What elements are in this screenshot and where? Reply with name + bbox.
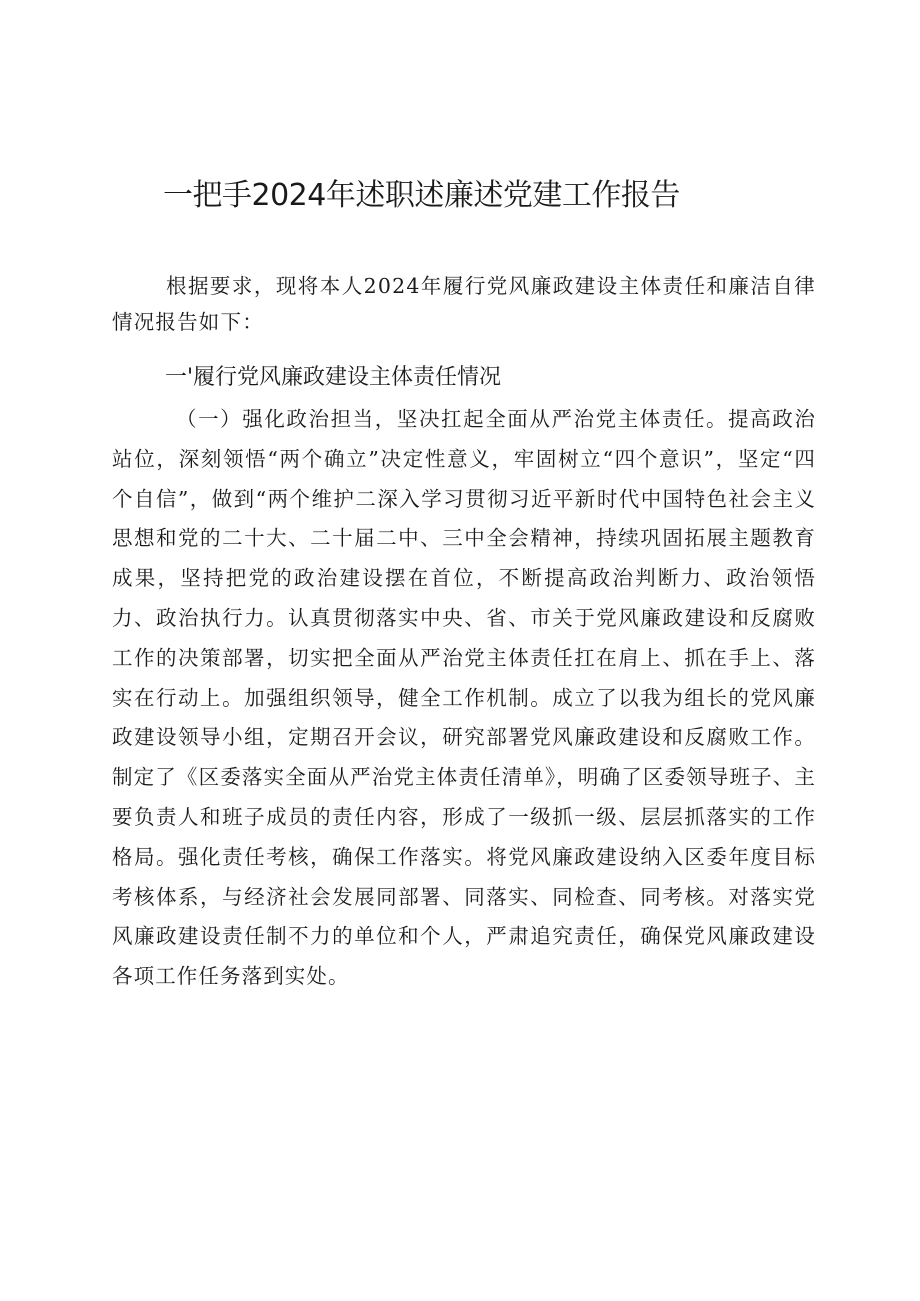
section-heading: 一'履行党风廉政建设主体责任情况 <box>165 365 502 390</box>
document-title: 一把手2024年述职述廉述党建工作报告 <box>163 178 680 213</box>
intro-paragraph: 根据要求，现将本人2024年履行党风廉政建设主体责任和廉洁自律情况报告如下： <box>112 274 816 334</box>
body-paragraph: （一）强化政治担当，坚决扛起全面从严治党主体责任。提高政治站位，深刻领悟“两个确立”决定性意义，牢固树立“四个意识”，坚定“四个自信”，做到“两个维护二深入学习贯彻习近平新时代中国特色社会主义思想和党的二十大、二十届二中、三中全会精神，持续巩固拓展主题教育成果，坚持把党的政治建设摆在首位，不断提高政治判断力、政治领悟力、政治执行力。认真贯彻落实中央、省、市关于党风廉政建设和反腐败工作的决策部署，切实把全面从严治党主体责任扛在肩上、抓在手上、落实在行动上。加强组织领导，健全工作机制。成立了以我为组长的党风廉政建设领导小组，定期召开会议，研究部署党风廉政建设和反腐败工作。制定了《区委落实全面从严治党主体责任清单》，明确了区委领导班子、主要负责人和班子成员的责任内容，形成了一级抓一级、层层抓落实的工作格局。强化责任考核，确保工作落实。将党风廉政建设纳入区委年度目标考核体系，与经济社会发展同部署、同落实、同检查、同考核。对落实党风廉政建设责任制不力的单位和个人，严肃追究责任，确保党风廉政建设各项工作任务落到实处。 <box>112 407 816 989</box>
